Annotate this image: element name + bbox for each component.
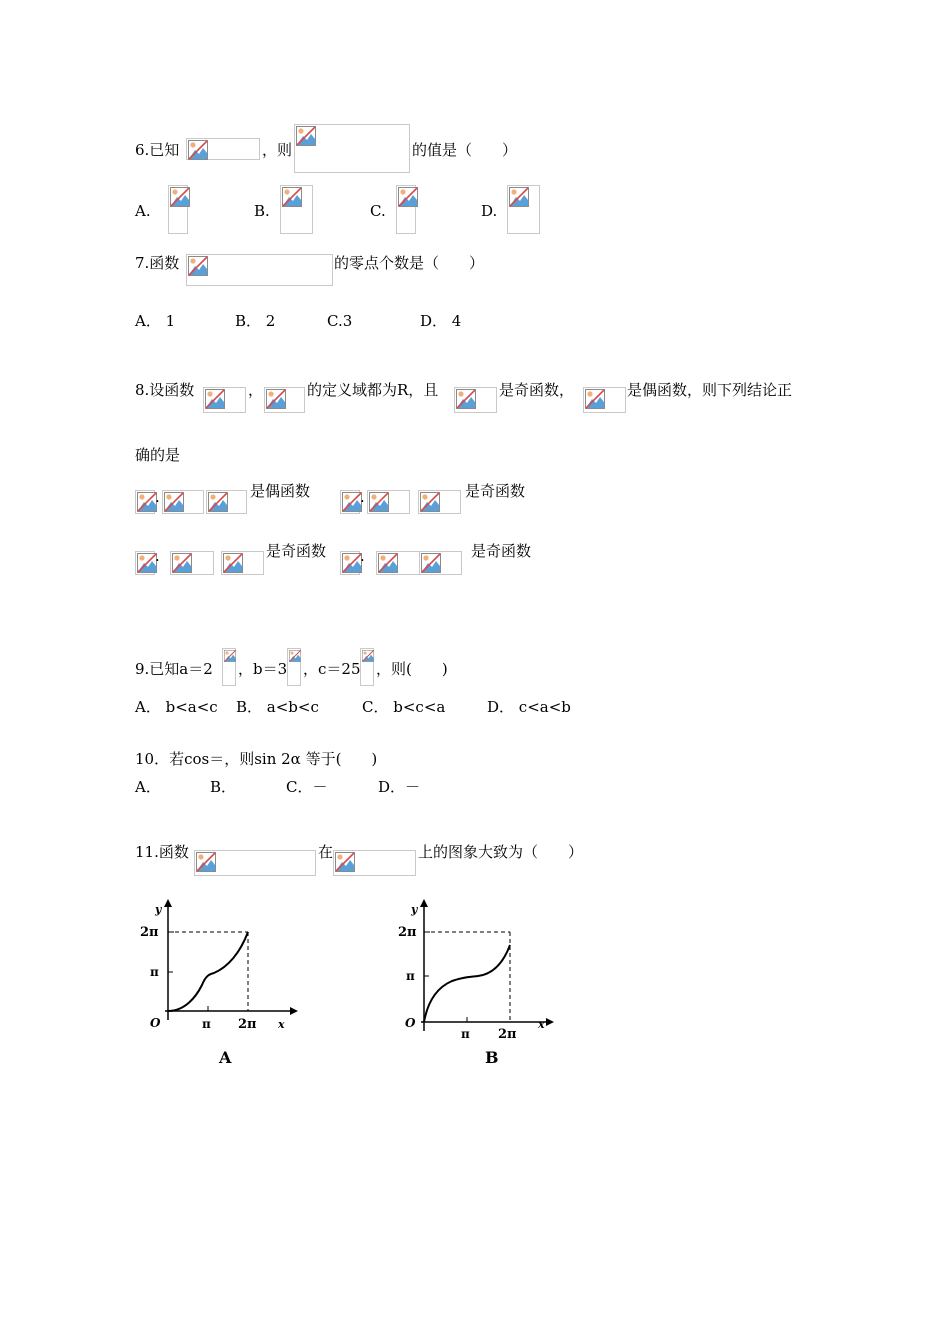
graph-b-y-tick-2pi: 2π — [398, 925, 417, 940]
formula-image — [340, 551, 360, 575]
broken-image-icon — [188, 140, 208, 160]
q11-stem-b: 在 — [318, 843, 334, 861]
graph-a-y-tick-pi: π — [150, 965, 159, 979]
q6-stem-b: ，则 — [262, 141, 293, 159]
q6-option-a: A. — [135, 202, 151, 220]
q8-option-a-dot: . — [155, 488, 160, 506]
graph-a-x-tick-pi: π — [202, 1017, 211, 1031]
q7-option-b: B． 2 — [235, 312, 276, 330]
broken-image-icon — [585, 389, 605, 409]
broken-image-icon — [296, 126, 316, 146]
formula-image — [454, 387, 497, 413]
q8-option-a-text: 是偶函数 — [250, 482, 311, 500]
q6-stem-c: 的值是（ ） — [412, 141, 518, 159]
formula-image — [294, 124, 410, 173]
q9-part-c: ，c＝25 — [303, 660, 361, 678]
broken-image-icon — [223, 553, 243, 573]
graph-b-origin: O — [405, 1016, 416, 1030]
broken-image-icon — [369, 492, 389, 512]
q10-stem: 10．若cos＝，则sin 2α 等于( ) — [135, 750, 378, 768]
graph-a — [130, 895, 300, 1075]
broken-image-icon — [188, 256, 208, 276]
formula-image — [264, 387, 305, 413]
q8-option-b-dot: . — [360, 488, 365, 506]
q10-option-a: A． — [135, 778, 161, 796]
broken-image-icon — [205, 389, 225, 409]
q8-option-d-dot: . — [360, 547, 365, 565]
broken-image-icon — [342, 492, 362, 512]
broken-image-icon — [164, 492, 184, 512]
q7-option-c: C.3 — [327, 312, 353, 330]
graph-b — [388, 895, 558, 1075]
q6-stem-a: 6.已知 — [135, 141, 180, 159]
broken-image-icon — [137, 492, 157, 512]
formula-image — [418, 490, 461, 514]
q11-stem-c: 上的图象大致为（ ） — [418, 843, 584, 861]
broken-image-icon — [335, 852, 355, 872]
q8-comma: ， — [248, 381, 264, 399]
q9-option-b: B． a<b<c — [236, 698, 319, 716]
q6-option-b: B. — [254, 202, 270, 220]
formula-image — [135, 490, 155, 514]
formula-image — [419, 551, 462, 575]
graph-a-x-label: x — [278, 1018, 285, 1031]
broken-image-icon — [224, 650, 236, 662]
q9-option-a: A． b<a<c — [135, 698, 218, 716]
q10-option-c: C．－ — [286, 778, 328, 796]
broken-image-icon — [170, 187, 190, 207]
formula-image — [367, 490, 410, 514]
q8-stem-a: 8.设函数 — [135, 381, 195, 399]
formula-image — [333, 850, 416, 876]
formula-image — [186, 254, 333, 286]
formula-image — [170, 551, 214, 575]
formula-image — [168, 185, 188, 234]
q9-part-d: ，则( ) — [376, 660, 448, 678]
formula-image — [507, 185, 540, 234]
q9-part-a: 9.已知a＝2 — [135, 660, 213, 678]
formula-image — [376, 551, 420, 575]
q9-option-d: D． c<a<b — [487, 698, 571, 716]
broken-image-icon — [342, 553, 362, 573]
q7-option-d: D． 4 — [420, 312, 462, 330]
formula-image — [360, 648, 374, 686]
formula-image — [280, 185, 313, 234]
formula-image — [135, 551, 155, 575]
graph-b-x-tick-pi: π — [461, 1027, 470, 1041]
broken-image-icon — [266, 389, 286, 409]
q8-stem-d: 是偶函数，则下列结论正 — [627, 381, 793, 399]
broken-image-icon — [137, 553, 157, 573]
graph-b-y-tick-pi: π — [406, 969, 415, 983]
graph-a-y-label: y — [155, 903, 162, 916]
q7-option-a: A． 1 — [135, 312, 176, 330]
q9-option-c: C． b<c<a — [362, 698, 446, 716]
graph-a-y-tick-2pi: 2π — [140, 925, 159, 940]
formula-image — [396, 185, 416, 234]
q7-stem-a: 7.函数 — [135, 254, 180, 272]
broken-image-icon — [456, 389, 476, 409]
graph-b-label: B — [485, 1048, 499, 1067]
q8-stem-b: 的定义域都为R，且 — [307, 381, 439, 399]
q8-stem-e: 确的是 — [135, 446, 181, 464]
q8-stem-c: 是奇函数， — [499, 381, 575, 399]
formula-image — [203, 387, 246, 413]
formula-image — [186, 138, 260, 160]
q10-option-d: D．－ — [378, 778, 421, 796]
q10-option-b: B． — [210, 778, 237, 796]
broken-image-icon — [208, 492, 228, 512]
formula-image — [583, 387, 626, 413]
formula-image — [162, 490, 204, 514]
graph-a-x-tick-2pi: 2π — [238, 1017, 257, 1032]
broken-image-icon — [196, 852, 216, 872]
q8-option-d-text: 是奇函数 — [471, 542, 532, 560]
broken-image-icon — [509, 187, 529, 207]
broken-image-icon — [420, 492, 440, 512]
broken-image-icon — [289, 650, 301, 662]
formula-image — [340, 490, 360, 514]
formula-image — [206, 490, 247, 514]
graph-a-label: A — [219, 1048, 232, 1067]
graph-a-origin: O — [150, 1016, 161, 1030]
formula-image — [287, 648, 301, 686]
q8-option-b-text: 是奇函数 — [465, 482, 526, 500]
q8-option-c-text: 是奇函数 — [266, 542, 327, 560]
q8-option-c-dot: . — [155, 547, 160, 565]
graph-b-x-tick-2pi: 2π — [498, 1027, 517, 1042]
broken-image-icon — [421, 553, 441, 573]
formula-image — [194, 850, 316, 876]
graph-b-y-label: y — [411, 903, 418, 916]
graph-b-x-label: x — [538, 1018, 545, 1031]
broken-image-icon — [378, 553, 398, 573]
q7-stem-b: 的零点个数是（ ） — [334, 254, 485, 272]
q11-stem-a: 11.函数 — [135, 843, 189, 861]
q9-part-b: ，b＝3 — [238, 660, 288, 678]
q6-option-d: D. — [481, 202, 498, 220]
formula-image — [222, 648, 236, 686]
broken-image-icon — [362, 650, 374, 662]
broken-image-icon — [172, 553, 192, 573]
broken-image-icon — [282, 187, 302, 207]
broken-image-icon — [398, 187, 418, 207]
formula-image — [221, 551, 264, 575]
q6-option-c: C. — [370, 202, 386, 220]
